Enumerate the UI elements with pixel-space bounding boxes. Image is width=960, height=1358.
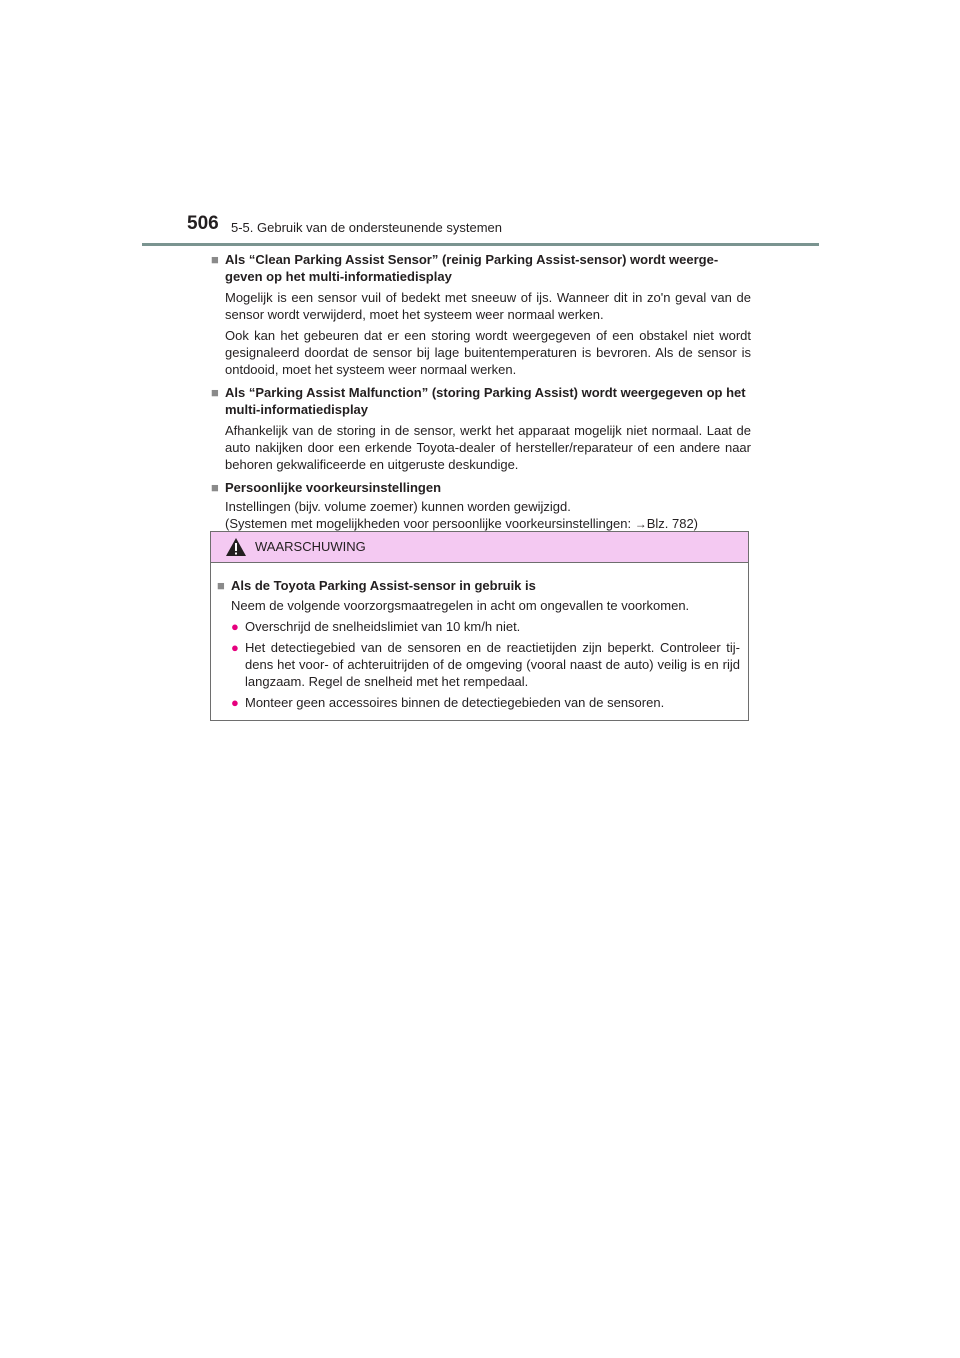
warning-topic-title: Als de Toyota Parking Assist-sensor in gebruik is bbox=[231, 578, 536, 593]
warning-list-item bbox=[231, 639, 740, 690]
header-rule bbox=[142, 243, 819, 246]
paragraph: Mogelijk is een sensor vuil of bedekt met sneeuw of ijs. Wanneer dit in zo'n geval van de sensor wordt verwijderd, moet het systeem weer normaal werken. bbox=[225, 290, 751, 322]
warning-triangle-icon bbox=[225, 537, 247, 557]
content bbox=[211, 251, 751, 539]
warning-item-text: Overschrijd de snelheidslimiet van 10 km/h niet. bbox=[245, 619, 521, 634]
page-reference-link[interactable]: Blz. 782) bbox=[646, 516, 699, 531]
arrow-icon: → bbox=[634, 517, 647, 531]
topic-title: Als “Clean Parking Assist Sensor” (reinig Parking Assist-sensor) wordt weerge-geven op het multi-informatiedisplay bbox=[225, 252, 719, 284]
warning-title: WAARSCHUWING bbox=[255, 539, 366, 554]
square-bullet-icon: ■ bbox=[211, 252, 219, 267]
square-bullet-icon: ■ bbox=[211, 480, 219, 495]
square-bullet-icon: ■ bbox=[211, 385, 219, 400]
topic-title: Persoonlijke voorkeursinstellingen bbox=[225, 480, 442, 495]
circle-bullet-icon: ● bbox=[231, 640, 239, 655]
warning-item-text: Het detectiegebied van de sensoren en de reactietijden zijn beperkt. Controleer tij-dens het voor- of achteruitrijden of de omgeving (vooral naast de auto) veilig is en rijd langzaam. Regel de snelheid met het rempedaal. bbox=[245, 640, 740, 689]
topic-malfunction bbox=[211, 384, 751, 473]
square-bullet-icon: ■ bbox=[217, 578, 225, 593]
warning-list-item bbox=[231, 618, 740, 635]
paragraph: Ook kan het gebeuren dat er een storing wordt weergegeven of een obstakel niet wordt gesignaleerd doordat de sensor bij lage buitentemperaturen is bevroren. Als de sensor is ontdooid, moet het systeem weer normaal werken. bbox=[225, 328, 751, 377]
circle-bullet-icon: ● bbox=[231, 619, 239, 634]
topic-clean-sensor bbox=[211, 251, 751, 378]
circle-bullet-icon: ● bbox=[231, 695, 239, 710]
reference-text: (Systemen met mogelijkheden voor persoonlijke voorkeursinstellingen: bbox=[225, 516, 635, 531]
paragraph: Afhankelijk van de storing in de sensor, werkt het apparaat mogelijk niet normaal. Laat de auto nakijken door een erkende Toyota-dealer of hersteller/reparateur of een andere naar behoren gekwalificeerde en uitgeruste deskundige. bbox=[225, 423, 751, 472]
warning-list bbox=[231, 618, 740, 711]
warning-intro: Neem de volgende voorzorgsmaatregelen in acht om ongevallen te voorkomen. bbox=[231, 598, 690, 613]
topic-personal-settings bbox=[211, 479, 751, 533]
warning-header bbox=[211, 532, 748, 563]
warning-item-text: Monteer geen accessoires binnen de detectiegebieden van de sensoren. bbox=[245, 695, 665, 710]
warning-list-item bbox=[231, 694, 740, 711]
paragraph: Instellingen (bijv. volume zoemer) kunnen worden gewijzigd. bbox=[225, 499, 571, 514]
section-title: 5-5. Gebruik van de ondersteunende systemen bbox=[231, 220, 503, 235]
warning-box bbox=[210, 531, 749, 721]
topic-title: Als “Parking Assist Malfunction” (storing Parking Assist) wordt weergegeven op het multi-informatiedisplay bbox=[225, 385, 746, 417]
page-number: 506 bbox=[187, 213, 219, 234]
warning-body bbox=[211, 563, 748, 711]
